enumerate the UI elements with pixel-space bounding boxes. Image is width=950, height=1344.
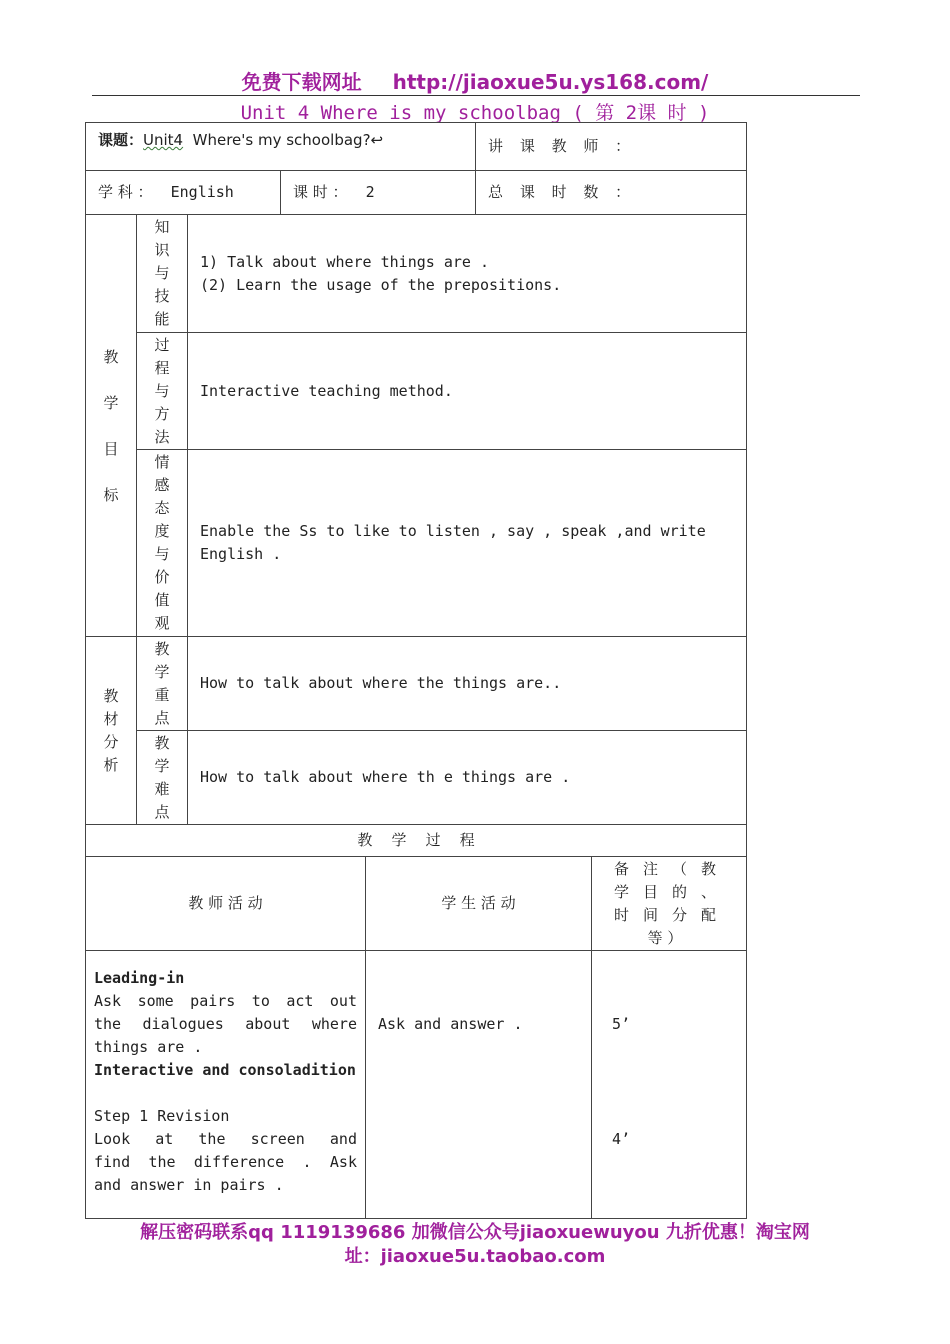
leading-in-heading: Leading-in — [94, 969, 185, 987]
footer-contact: 解压密码联系qq 1119139686 加微信公众号jiaoxuewuyou 九折优惠！淘宝网 — [140, 1222, 810, 1243]
free-download-label: 免费下载网址 — [241, 70, 362, 94]
period-value: 2 — [365, 183, 375, 201]
teacher-activity-content: Leading-in Ask some pairs to act out the dialogues about where things are . Interactive and consoladition Step 1 Revision Look at the screen and find the difference . Ask and answer in pairs . — [86, 951, 366, 1219]
process-content: Interactive teaching method. — [188, 333, 747, 450]
analysis-group-label: 教 材 分 析 — [86, 637, 137, 825]
document-title: Unit 4 Where is my schoolbag ( 第 2课 时 ) — [240, 102, 710, 124]
knowledge-line-1: 1) Talk about where things are . — [200, 252, 489, 271]
difficult-point-content: How to talk about where th e things are . — [188, 731, 747, 825]
notes-header: 备 注 （ 教 学 目 的 、 时 间 分 配 等 ） — [592, 857, 747, 951]
student-activity-header: 学 生 活 动 — [366, 857, 592, 951]
header-divider — [92, 95, 860, 96]
subject-label: 学 科 ： — [98, 183, 153, 201]
emotion-label: 情 感 态 度 与 价 值 观 — [137, 450, 188, 637]
difficult-point-label: 教 学 难 点 — [137, 731, 188, 825]
subject-cell — [86, 171, 281, 215]
step1-heading: Step 1 Revision — [94, 1107, 230, 1125]
total-periods-label: 总 课 时 数 ： — [476, 171, 747, 215]
teacher-label: 讲 课 教 师 ： — [476, 123, 747, 171]
header-download-link[interactable] — [0, 66, 950, 95]
notes-content — [592, 951, 747, 1219]
knowledge-content — [188, 215, 747, 333]
process-label: 过 程 与 方 法 — [137, 333, 188, 450]
emotion-content — [188, 450, 747, 637]
topic-cell — [86, 123, 476, 171]
emotion-line-2: English . — [200, 545, 282, 563]
teacher-activity-header: 教 师 活 动 — [86, 857, 366, 951]
knowledge-label: 知 识 与 技 能 — [137, 215, 188, 333]
topic-question: Where's my schoolbag?↩ — [192, 131, 384, 149]
student-activity-content: Ask and answer . — [366, 951, 592, 1219]
interactive-heading: Interactive and consoladition — [94, 1061, 356, 1079]
objectives-group-label: 教 学 目 标 — [86, 215, 137, 637]
topic-label: 课题： — [98, 131, 144, 149]
time-allocation-1: 5’ — [612, 1015, 631, 1033]
period-label: 课 时 ： — [293, 183, 348, 201]
period-cell — [281, 171, 476, 215]
key-point-label: 教 学 重 点 — [137, 637, 188, 731]
footer-shop-url[interactable]: 址：jiaoxue5u.taobao.com — [344, 1246, 606, 1267]
key-point-content: How to talk about where the things are.. — [188, 637, 747, 731]
emotion-line-1: Enable the Ss to like to listen , say , speak ,and write — [200, 522, 706, 540]
topic-unit: Unit4 — [143, 131, 184, 149]
time-allocation-2: 4’ — [612, 1130, 631, 1148]
download-url[interactable]: http://jiaoxue5u.ys168.com/ — [392, 70, 709, 94]
knowledge-line-2: (2) Learn the usage of the prepositions. — [200, 275, 562, 294]
lesson-plan-table — [85, 122, 747, 1219]
subject-value: English — [170, 183, 234, 201]
process-section-title: 教 学 过 程 — [86, 825, 747, 857]
